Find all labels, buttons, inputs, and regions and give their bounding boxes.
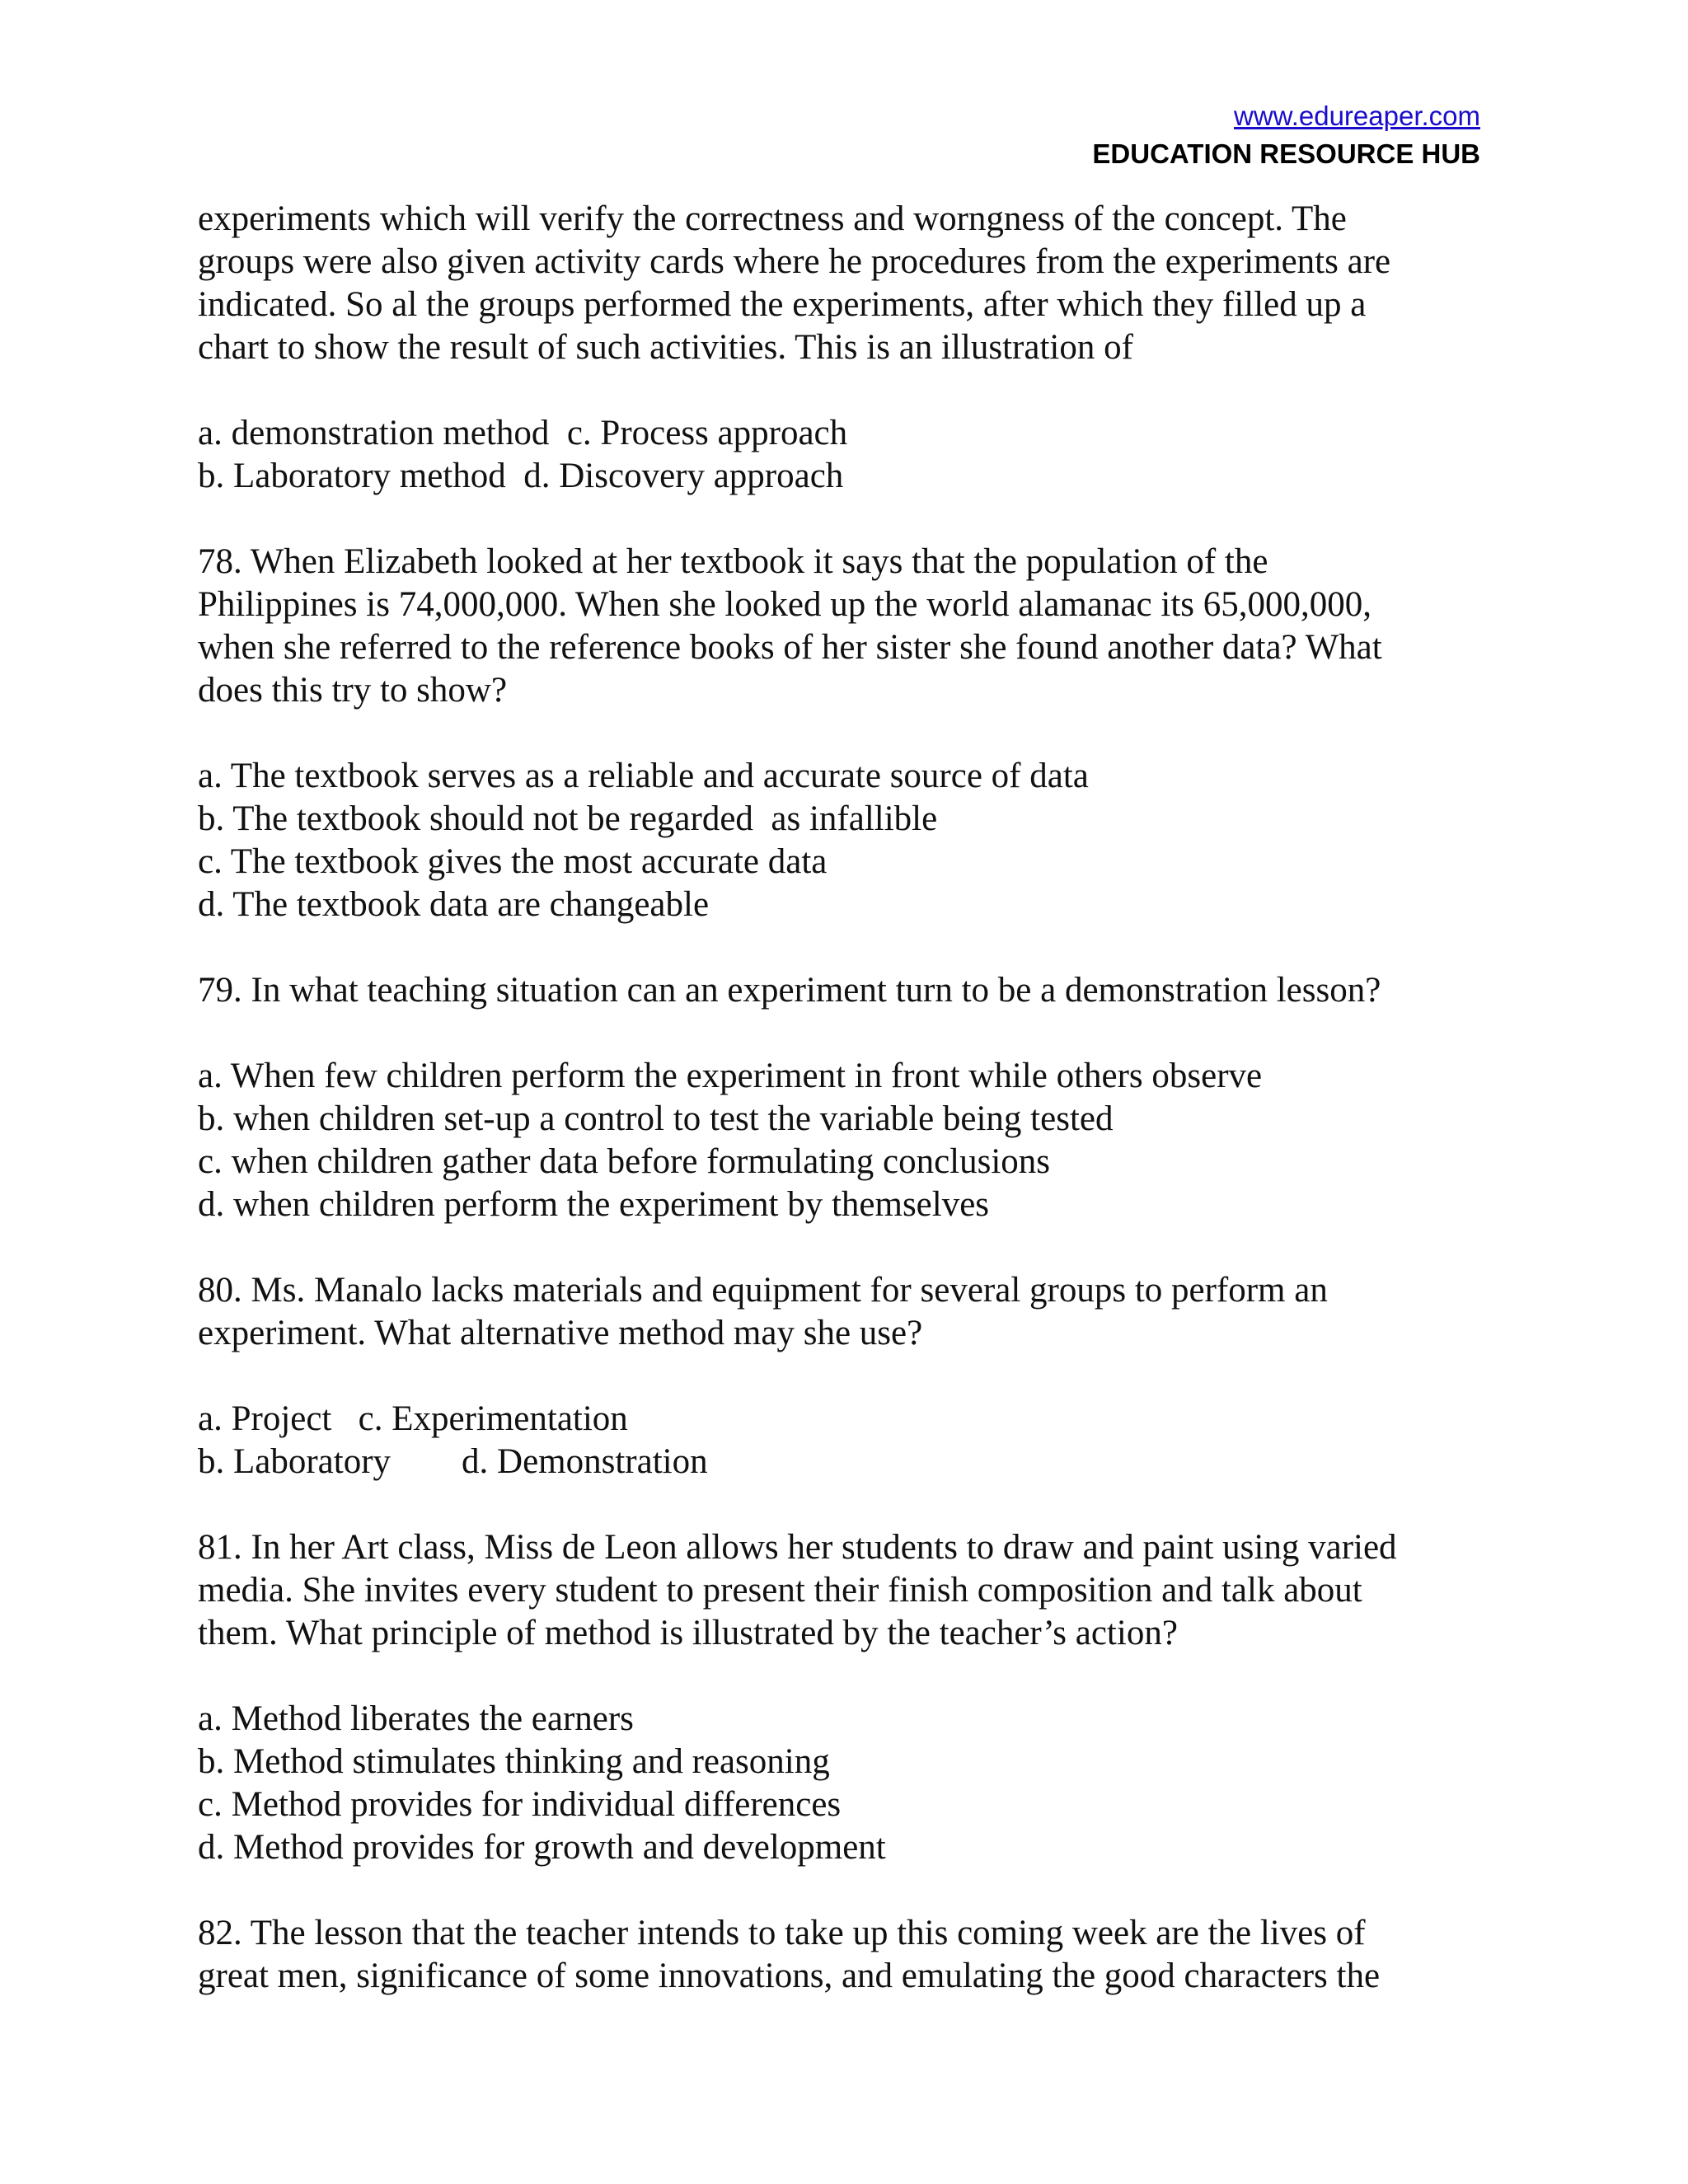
question-77-choices: [198, 412, 1500, 498]
text-line: 82. The lesson that the teacher intends to take up this coming week are the lives of: [198, 1914, 1366, 1952]
question-80-choices: [198, 1398, 1500, 1483]
choice-line: b. Laboratory method d. Discovery approach: [198, 457, 844, 495]
page-header: [1092, 97, 1480, 173]
choice-line: c. when children gather data before formulating conclusions: [198, 1142, 1051, 1181]
document-body: [198, 198, 1500, 2041]
text-line: experiment. What alternative method may she use?: [198, 1314, 923, 1352]
text-line: 79. In what teaching situation can an experiment turn to be a demonstration lesson?: [198, 971, 1381, 1010]
choice-line: a. Method liberates the earners: [198, 1699, 634, 1738]
question-82-stem: [198, 1912, 1500, 1998]
text-line: media. She invites every student to present their finish composition and talk about: [198, 1571, 1362, 1610]
question-81-choices: [198, 1698, 1500, 1869]
choice-line: d. The textbook data are changeable: [198, 885, 710, 924]
text-line: them. What principle of method is illustrated by the teacher’s action?: [198, 1614, 1178, 1652]
choice-line: a. demonstration method c. Process approach: [198, 414, 848, 452]
text-line: chart to show the result of such activities. This is an illustration of: [198, 328, 1133, 367]
text-line: indicated. So al the groups performed the experiments, after which they filled up a: [198, 285, 1367, 324]
question-78-stem: [198, 541, 1500, 712]
choice-line: b. when children set-up a control to test the variable being tested: [198, 1099, 1114, 1138]
choice-line: a. Project c. Experimentation: [198, 1399, 628, 1438]
text-line: 78. When Elizabeth looked at her textbook it says that the population of the: [198, 542, 1268, 581]
text-line: great men, significance of some innovations, and emulating the good characters the: [198, 1957, 1381, 1995]
text-line: Philippines is 74,000,000. When she looked up the world alamanac its 65,000,000,: [198, 585, 1372, 624]
choice-line: b. Method stimulates thinking and reasoning: [198, 1742, 830, 1781]
text-line: 81. In her Art class, Miss de Leon allows her students to draw and paint using varied: [198, 1528, 1397, 1567]
choice-line: b. Laboratory d. Demonstration: [198, 1442, 708, 1481]
text-line: experiments which will verify the correctness and worngness of the concept. The: [198, 199, 1347, 238]
choice-line: a. When few children perform the experiment in front while others observe: [198, 1057, 1263, 1095]
question-80-stem: [198, 1269, 1500, 1355]
text-line: 80. Ms. Manalo lacks materials and equipment for several groups to perform an: [198, 1271, 1328, 1310]
question-79-stem: [198, 969, 1500, 1012]
question-78-choices: [198, 755, 1500, 926]
question-81-stem: [198, 1526, 1500, 1655]
site-title: EDUCATION RESOURCE HUB: [1092, 138, 1480, 169]
choice-line: a. The textbook serves as a reliable and accurate source of data: [198, 757, 1089, 795]
choice-line: d. Method provides for growth and development: [198, 1828, 886, 1867]
question-79-choices: [198, 1055, 1500, 1226]
question-77-stem: [198, 198, 1500, 369]
text-line: when she referred to the reference books of her sister she found another data? What: [198, 628, 1382, 667]
site-link[interactable]: www.edureaper.com: [1234, 101, 1480, 131]
choice-line: c. The textbook gives the most accurate data: [198, 842, 828, 881]
text-line: groups were also given activity cards where he procedures from the experiments are: [198, 242, 1391, 281]
text-line: does this try to show?: [198, 671, 508, 710]
choice-line: c. Method provides for individual differences: [198, 1785, 842, 1824]
choice-line: d. when children perform the experiment by themselves: [198, 1185, 990, 1224]
choice-line: b. The textbook should not be regarded as infallible: [198, 799, 938, 838]
